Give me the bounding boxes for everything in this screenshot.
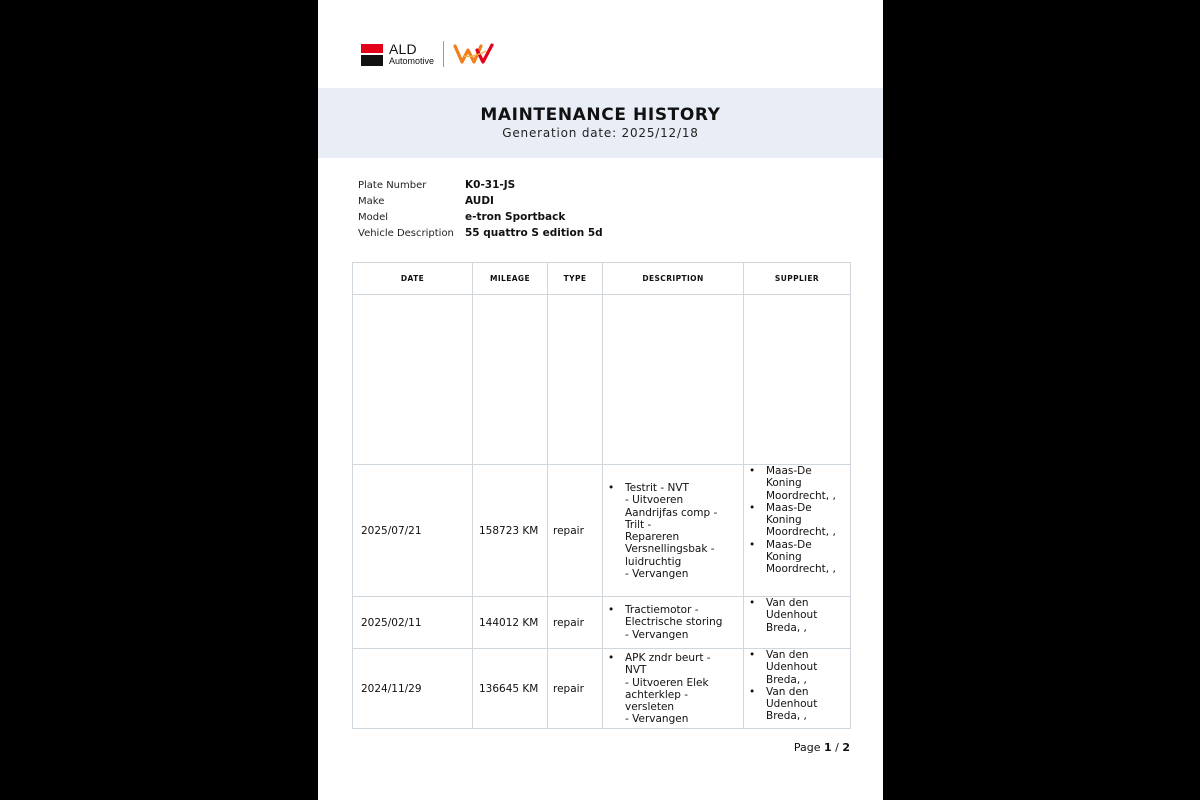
leaseplan-logo-icon (453, 42, 495, 66)
logo-divider (443, 41, 444, 67)
page-number: Page 1 / 2 (793, 741, 850, 754)
vehicle-info (358, 177, 603, 241)
field-label: Vehicle Description (358, 227, 454, 239)
supplier-list (744, 649, 850, 723)
ald-logo-text (389, 42, 434, 66)
ald-subtitle: Automotive (389, 56, 435, 66)
vehicle-field-description (358, 225, 603, 241)
ald-logo-icon (361, 44, 383, 66)
page-title: MAINTENANCE HISTORY (480, 105, 721, 125)
table-row (353, 649, 851, 729)
table-header-row (353, 263, 851, 295)
cell-mileage: 144012 KM (473, 597, 548, 649)
cell-date: 2024/11/29 (353, 649, 473, 729)
description-list (603, 482, 743, 580)
generation-date: Generation date: 2025/12/18 (502, 126, 699, 140)
description-list (603, 652, 743, 726)
page-current: 1 (823, 741, 832, 754)
column-header-description: DESCRIPTION (603, 263, 744, 295)
list-item: • APK zndr beurt - NVT - Uitvoeren Elek achterklep - versleten - Vervangen (603, 652, 743, 726)
cell-supplier (744, 649, 851, 729)
cell-description (603, 465, 744, 597)
vehicle-field-model (358, 209, 603, 225)
table-row (353, 465, 851, 597)
ald-name: ALD (389, 41, 417, 57)
list-item: • Tractiemotor - Electrische storing - Vervangen (603, 604, 743, 641)
field-label: Make (358, 195, 385, 207)
header-logos (361, 40, 495, 68)
column-header-mileage: MILEAGE (473, 263, 548, 295)
description-list (603, 604, 743, 641)
field-value: 55 quattro S edition 5d (465, 227, 603, 239)
cell-date: 2025/02/11 (353, 597, 473, 649)
cell-mileage: 136645 KM (473, 649, 548, 729)
cell-description (603, 597, 744, 649)
cell-date: 2025/07/21 (353, 465, 473, 597)
list-item: • Maas-De Koning Moordrecht, , (744, 539, 850, 576)
list-item: • Testrit - NVT - Uitvoeren Aandrijfas comp - Trilt - Repareren Versnellingsbak - luidruchtig - Vervangen (603, 482, 743, 580)
supplier-list (744, 465, 850, 576)
column-header-type: TYPE (548, 263, 603, 295)
list-item: • Van den Udenhout Breda, , (744, 597, 850, 634)
page-total: 2 (842, 741, 850, 754)
supplier-list (744, 597, 850, 634)
cell-type: repair (548, 465, 603, 597)
document-page (318, 0, 883, 800)
vehicle-field-make (358, 193, 603, 209)
cell-type: repair (548, 597, 603, 649)
vehicle-field-plate (358, 177, 603, 193)
field-value: K0-31-JS (465, 179, 516, 191)
list-item: • Van den Udenhout Breda, , (744, 649, 850, 686)
field-value: e-tron Sportback (465, 211, 566, 223)
column-header-supplier: SUPPLIER (744, 263, 851, 295)
field-label: Model (358, 211, 389, 223)
field-label: Plate Number (358, 179, 427, 191)
cell-supplier (744, 597, 851, 649)
list-item: • Maas-De Koning Moordrecht, , (744, 465, 850, 502)
title-banner (318, 88, 883, 158)
cell-type: repair (548, 649, 603, 729)
list-item: • Van den Udenhout Breda, , (744, 686, 850, 723)
field-value: AUDI (465, 195, 494, 207)
cell-supplier (744, 465, 851, 597)
cell-description (603, 649, 744, 729)
column-header-date: DATE (353, 263, 473, 295)
table-row (353, 597, 851, 649)
list-item: • Maas-De Koning Moordrecht, , (744, 502, 850, 539)
maintenance-table (352, 262, 851, 729)
cell-mileage: 158723 KM (473, 465, 548, 597)
table-row-empty (353, 295, 851, 465)
